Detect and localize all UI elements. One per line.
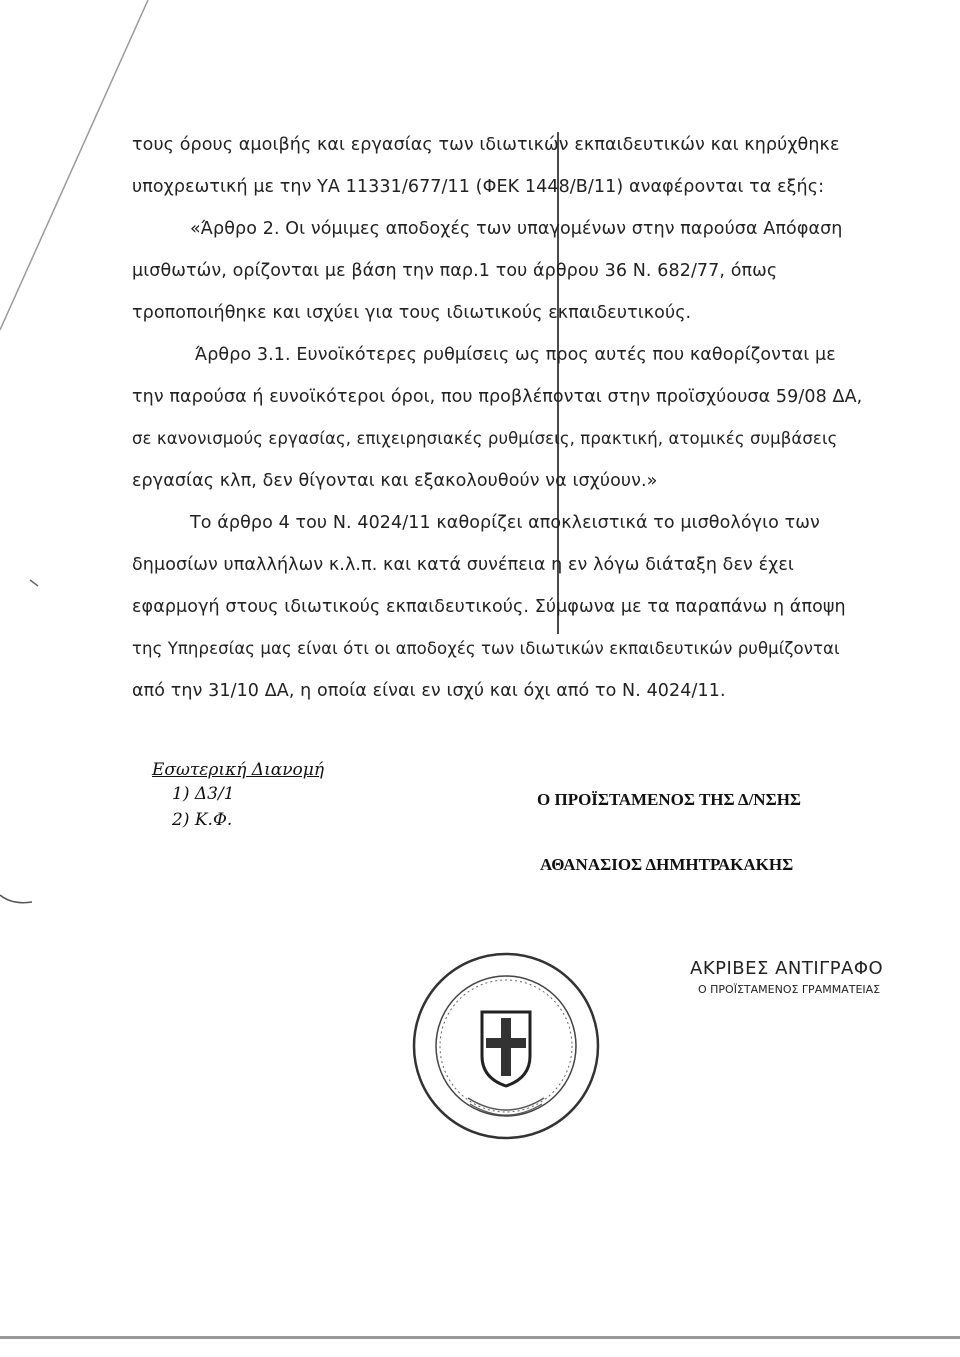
body-line-1: τους όρους αμοιβής και εργασίας των ιδιωτικών εκπαιδευτικών και κηρύχθηκε — [132, 135, 840, 155]
distribution-item-2: 2) Κ.Φ. — [172, 810, 233, 830]
body-line-5: τροποποιήθηκε και ισχύει για τους ιδιωτικούς εκπαιδευτικούς. — [132, 303, 692, 323]
scan-edge-divider — [0, 1336, 960, 1339]
official-seal-icon — [408, 948, 604, 1144]
body-line-8: σε κανονισμούς εργασίας, επιχειρησιακές ρυθμίσεις, πρακτική, ατομικές συμβάσεις — [132, 429, 838, 448]
body-line-11: δημοσίων υπαλλήλων κ.λ.π. και κατά συνέπεια η εν λόγω διάταξη δεν έχει — [132, 555, 794, 575]
body-line-12: εφαρμογή στους ιδιωτικούς εκπαιδευτικούς. Σύμφωνα με τα παραπάνω η άποψη — [132, 597, 846, 617]
certified-copy-stamp — [690, 958, 883, 996]
copy-stamp-title: ΑΚΡΙΒΕΣ ΑΝΤΙΓΡΑΦΟ — [690, 958, 884, 979]
signatory-name: ΑΘΑΝΑΣΙΟΣ ΔΗΜΗΤΡΑΚΑΚΗΣ — [540, 855, 794, 874]
body-line-2: υποχρεωτική με την ΥΑ 11331/677/11 (ΦΕΚ 1448/Β/11) αναφέρονται τα εξής: — [132, 177, 825, 197]
body-line-4: μισθωτών, ορίζονται με βάση την παρ.1 του άρθρου 36 Ν. 682/77, όπως — [132, 261, 778, 281]
body-line-9: εργασίας κλπ, δεν θίγονται και εξακολουθούν να ισχύουν.» — [132, 471, 658, 491]
body-line-6: Άρθρο 3.1. Ευνοϊκότερες ρυθμίσεις ως προς αυτές που καθορίζονται με — [195, 345, 836, 365]
copy-stamp-subtitle: Ο ΠΡΟΪΣΤΑΜΕΝΟΣ ΓΡΑΜΜΑΤΕΙΑΣ — [698, 983, 881, 996]
body-line-7: την παρούσα ή ευνοϊκότεροι όροι, που προβλέπονται στην προϊσχύουσα 59/08 ΔΑ, — [132, 387, 863, 407]
distribution-heading: Εσωτερική Διανομή — [152, 760, 325, 780]
body-line-14: από την 31/10 ΔΑ, η οποία είναι εν ισχύ και όχι από το Ν. 4024/11. — [132, 681, 726, 701]
distribution-item-1: 1) Δ3/1 — [172, 784, 235, 804]
body-line-13: της Υπηρεσίας μας είναι ότι οι αποδοχές των ιδιωτικών εκπαιδευτικών ρυθμίζονται — [132, 639, 840, 658]
body-line-10: Το άρθρο 4 του Ν. 4024/11 καθορίζει αποκλειστικά το μισθολόγιο των — [190, 513, 820, 533]
internal-distribution — [152, 760, 324, 836]
body-line-3: «Άρθρο 2. Οι νόμιμες αποδοχές των υπαγομένων στην παρούσα Απόφαση — [190, 219, 843, 239]
signatory-title: Ο ΠΡΟΪΣΤΑΜΕΝΟΣ ΤΗΣ Δ/ΝΣΗΣ — [537, 790, 802, 809]
